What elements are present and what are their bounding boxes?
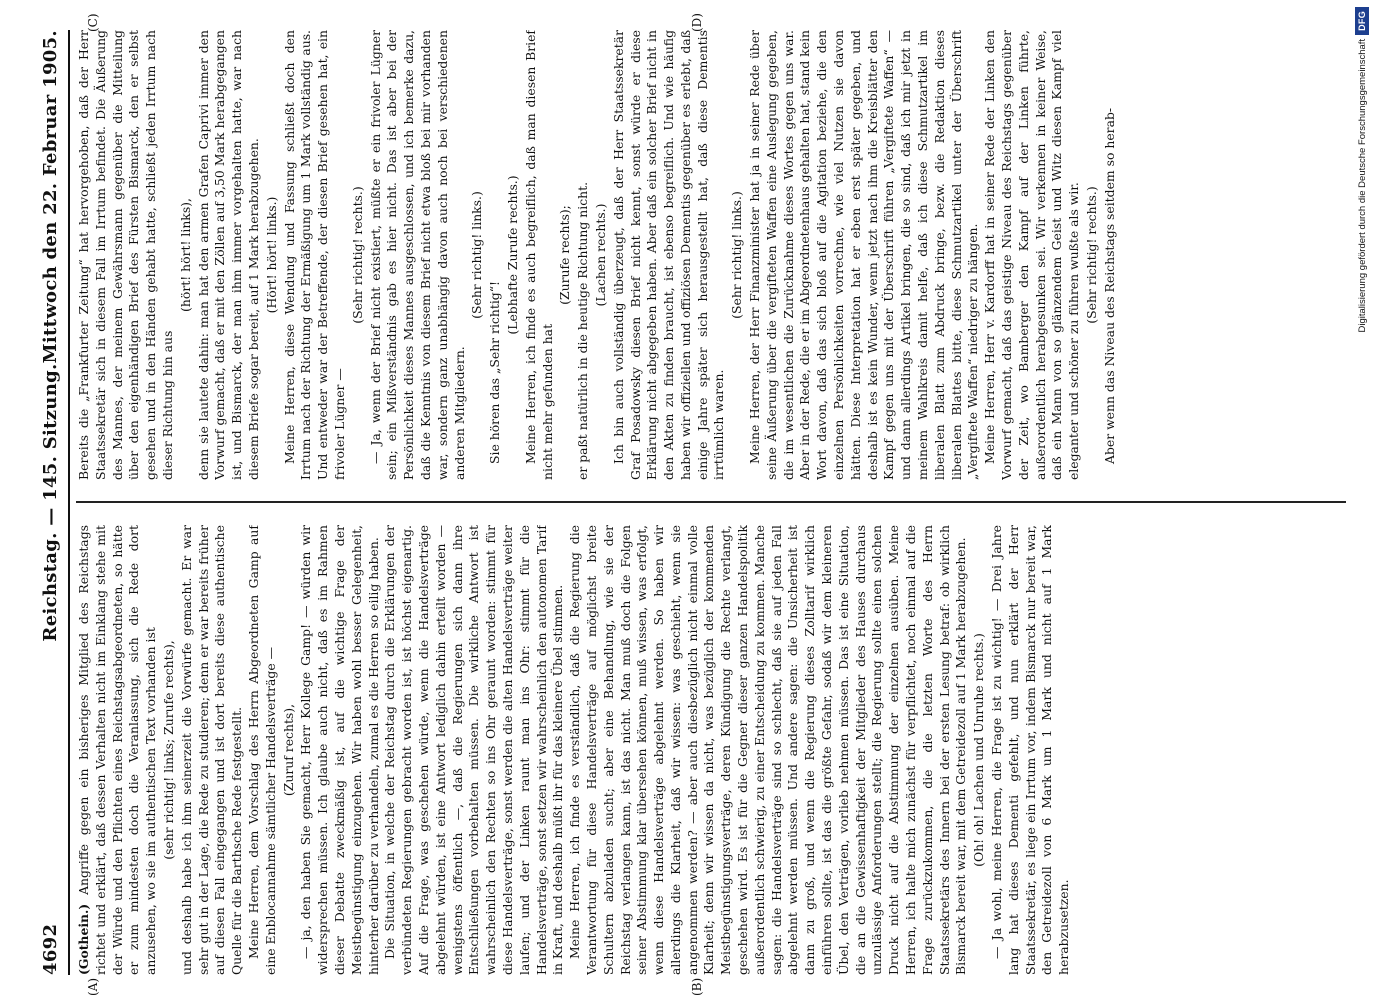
interjection: (Zurufe rechts); [557,205,573,305]
margin-mark-b: (B) [690,977,704,996]
interjection: (Sehr richtig! links.) [469,191,485,319]
interjection: (sehr richtig! links; Zurufe rechts), [160,640,176,860]
interjection: (hört! hört! links), [177,198,193,312]
paragraph: Ich bin auch vollständig überzeugt, daß der Herr Staatssekretär Graf Posadowsky diesen Brief nicht kennt, sonst würde er diese Erklärung nicht abgegeben haben. Aber daß ein solcher Brief nicht in den Akten zu finden braucht, ist ebenso begreiflich. Und wie häufig haben wir offiziellen und offiziösen Dementis gegenüber es erlebt, daß einige Jahre später sich herausgestellt hat, daß diese Dementis irrtümlich waren. [610,30,727,480]
paragraph: Meine Herren, dem Vorschlag des Herrn Abgeordneten Gamp auf eine Enblocannahme sämtlicher Handelsverträge — [245,525,278,975]
page-number: 4692 [40,923,61,975]
paragraph: Sie hören das „Sehr richtig“! [487,280,503,464]
interjection: (Lachen rechts.) [592,203,608,307]
interjection: (Zuruf rechts), [280,703,296,797]
header-rule [68,30,70,975]
page-header [38,30,64,975]
paragraph: — Ja wohl, meine Herren, die Frage ist zu wichtig! — Drei Jahre lang hat dieses Dementi gefehlt, und nun erklärt der Herr Staatssekretär, es liege ein Irrtum vor, indem Bismarck nur bereit war, den Getreidezoll von 6 Mark um 1 Mark und nicht auf 1 Mark herabzusetzen. [989,525,1072,975]
digitization-credit [1355,7,1369,992]
paragraph: Bereits die „Frankfurter Zeitung“ hat hervorgehoben, daß der Herr Staatssekretär sich in diesem Fall im Irrtum befindet. Die Äußerung des Mannes, der meinem Gewährsmann gegenüber die Mitteilung über den eigenhändigen Brief des Fürsten Bismarck, den er selbst gesehen und in den Händen gehabt hatte, schließt jeden Irrtum nach dieser Richtung hin aus [76,30,175,480]
interjection: (Hört! hört! links.) [263,196,279,314]
paragraph: Aber wenn das Niveau des Reichstags seitdem so herab- [1101,107,1117,464]
paragraph: Angriffe gegen ein bisheriges Mitglied des Reichstags richtet und erklärt, daß dessen Verhalten nicht im Einklang stehe mit der Würde und den Pflichten eines Reichstagsabgeordneten, so hätte er zum mindesten doch die Veranlassung, sich die Rede dort anzusehen, wo sie im authentischen Text vorhanden ist [76,525,159,975]
column-divider [76,501,1346,503]
dfg-logo: DFG [1355,7,1369,35]
paragraph: — ja, den haben Sie gemacht, Herr Kollege Gamp! — würden wir widersprechen müssen. Ich glaube auch nicht, daß es im Rahmen dieser Debatte zweckmäßig ist, auf die wichtige Frage der Meistbegünstigung einzugehen. Wir haben wohl besser Gelegenheit, hinterher darüber zu verhandeln, zumal es die Herren so eilig haben. [298,525,381,975]
paragraph: Meine Herren, ich finde es auch begreiflich, daß man diesen Brief nicht mehr gefunden hat [522,30,555,480]
interjection: (Lebhafte Zurufe rechts.) [504,175,520,335]
paragraph: Die Situation, in welche der Reichstag durch die Erklärungen der verbündeten Regierungen gebracht worden ist, ist höchst eigenartig. Auf die Frage, was geschehen würde, wenn die Handelsverträge abgelehnt würden, ist eine Antwort lediglich dahin erteilt worden — wenigstens öffentlich —, daß die Regierungen sich dann ihre Entschließungen vorbehalten müssen. Die wirkliche Antwort ist wahrscheinlich den Rechten so ins Ohr geraunt worden: stimmt für diese Handelsverträge, sonst werden die alten Handelsverträge weiter laufen; und der Linken raunt man ins Ohr: stimmt für die Handelsverträge, sonst setzen wir wahrscheinlich den autonomen Tarif in Kraft, und deshalb müßt ihr für das kleinere Übel stimmen. [382,525,566,975]
left-column [76,525,1366,975]
paragraph: und deshalb habe ich ihm seinerzeit die Vorwürfe gemacht. Er war sehr gut in der Lage, die Rede zu studieren; denn er war bereits früher auf diesen Fall eingegangen und ist dort bereits diese authentische Quelle für die Barthsche Rede festgestellt. [178,525,245,975]
margin-mark-c: (C) [86,13,100,32]
paragraph: Meine Herren, diese Wendung und Fassung schließt doch den Irrtum nach der Richtung der Ermäßigung um 1 Mark vollständig aus. Und entweder war der Betreffende, der diesen Brief gesehen hat, ein frivoler Lügner — [281,30,347,480]
paragraph: denn sie lautete dahin: man hat den armen Grafen Caprivi immer den Vorwurf gemacht, daß er mit den Zöllen auf 3,50 Mark herabgegangen ist, und Bismarck, der man ihm immer vorgehalten hatte, war nach diesem Briefe sogar bereit, auf 1 Mark herabzugehen. [195,30,261,480]
right-column [76,30,1366,480]
interjection: (Sehr richtig! links.) [729,191,745,319]
margin-mark-d: (D) [690,13,704,32]
credit-text: Digitalisierung gefördert durch die Deutsche Forschungsgemeinschaft [1357,38,1368,333]
interjection: (Oh! oh! Lachen und Unruhe rechts.) [971,633,987,867]
paragraph: Meine Herren, ich finde es verständlich, daß die Regierung die Verantwortung für diese Handelsverträge auf möglichst breite Schultern abzuladen sucht; aber eine Behandlung, wie sie der Reichstag verlangen kann, ist das nicht. Man muß doch die Folgen seiner Abstimmung klar übersehen können, muß wissen, was erfolgt, wenn diese Handelsverträge abgelehnt werden. So haben wir allerdings die Klarheit, daß wir wissen: was geschieht, wenn sie angenommen werden? — aber auch diesbezüglich nicht einmal volle Klarheit; denn wir wissen da nicht, was bezüglich der kommenden Meistbegünstigungsverträge, deren Kündigung die Rechte verlangt, geschehen wird. Es ist für die Gegner dieser ganzen Handelspolitik außerordentlich schwierig, zu einer Entscheidung zu kommen. Manche sagen: die Handelsverträge sind so schlecht, daß sie auf jeden Fall abgelehnt werden müssen. Und andere sagen: die Unsicherheit ist dann zu groß, und wenn die Regierung dieses Zolltarif wirklich einführen sollte, ist das die größte Gefahr, sodaß wir dem kleineren Übel, den Verträgen, vorlieb nehmen müssen. Das ist eine Situation, die an die Gewissenhaftigkeit der Mitglieder des Hauses durchaus unzulässige Anforderungen stellt; die Regierung sollte einen solchen Druck nicht auf die Abstimmung der einzelnen ausüben. Meine Herren, ich halte mich zunächst für verpflichtet, noch einmal auf die Frage zurückzukommen, die die letzten Worte des Herrn Staatssekretärs des Innern bei der ersten Lesung betraf: ob wirklich Bismarck bereit war, mit dem Getreidezoll auf 1 Mark herabzugehen. [567,525,969,975]
paragraph: Meine Herren, Herr v. Kardorff hat in seiner Rede der Linken den Vorwurf gemacht, daß das geistige Niveau des Reichstags gegenüber der Zeit, wo Bamberger den Kampf auf der Linken führte, außerordentlich herabgesunken sei. Wir verkennen in keiner Weise, daß ein Mann von so glänzendem Geist und Witz diesen Kampf viel eleganter und schöner zu führen wußte als wir. [982,30,1082,480]
speaker-tag: (Gothein.) [76,903,91,975]
header-title: Reichstag. — 145. Sitzung. [40,363,61,642]
interjection: (Sehr richtig! rechts.) [1084,186,1100,324]
margin-mark-a: (A) [86,977,100,996]
header-date: Mittwoch den 22. Februar 1905. [40,30,61,364]
paragraph: er paßt natürlich in die heutige Richtung nicht. [575,181,591,480]
paragraph: — Ja, wenn der Brief nicht existiert, müßte er ein frivoler Lügner sein; ein Mißverständnis gab es hier nicht. Das ist aber bei der Persönlichkeit dieses Mannes ausgeschlossen, und ich bemerke dazu, daß die Kenntnis von diesem Brief nicht etwa bloß bei mir vorhanden war, sondern ganz unabhängig davon auch noch bei verschiedenen anderen Mitgliedern. [367,30,467,480]
interjection: (Sehr richtig! rechts.) [349,186,365,324]
paragraph: Meine Herren, der Herr Finanzminister hat ja in seiner Rede über seine Äußerung über die vergifteten Waffen eine Auslegung gegeben, die im wesentlichen die Zurücknahme dieses Wortes gegen uns war. Aber in der Rede, die er im Abgeordnetenhaus gehalten hat, stand kein Wort davon, daß das sich bloß auf die Agitation beziehe, die den einzelnen Persönlichkeiten vorrechne, wie viel Nutzen sie davon hätten. Diese Interpretation hat er eben erst später gegeben, und deshalb ist es kein Wunder, wenn jetzt nach ihm die Kreisblätter den Kampf gegen uns mit der Überschrift führen „Vergiftete Waffen“ — und dann allerdings Artikel bringen, die so sind, daß ich mir jetzt in meinem Wahlkreis damit helfe, daß ich diese Schmutzartikel im liberalen Blatt zum Abdruck bringe, bezw. die Redaktion dieses liberalen Blattes bitte, diese Schmutzartikel unter der Überschrift „Vergiftete Waffen“ niedriger zu hängen. [747,30,981,480]
